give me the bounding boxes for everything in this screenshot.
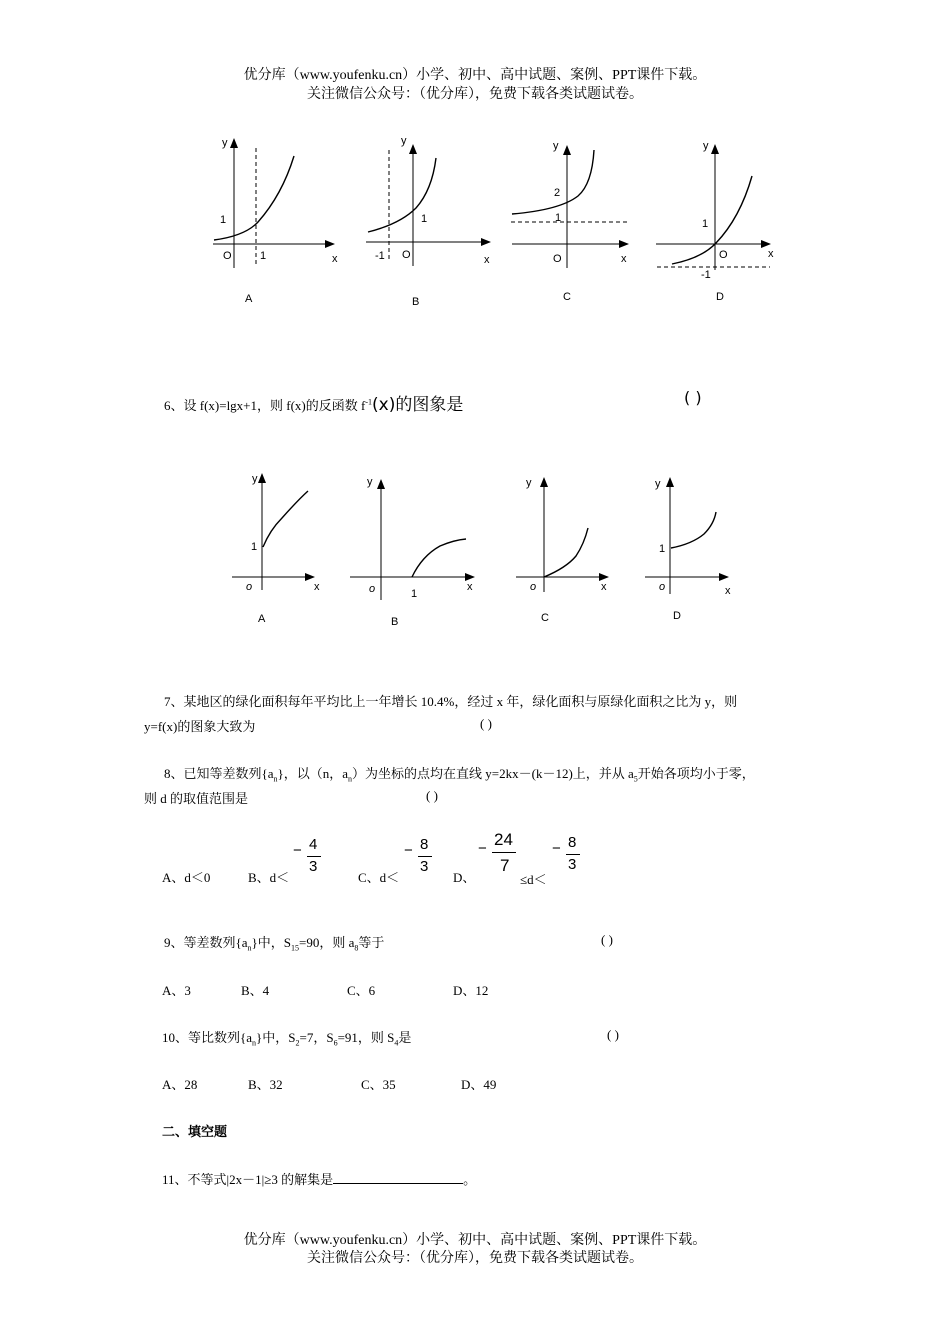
svg-text:2: 2 [554, 187, 561, 199]
graph-c-label: C [563, 291, 571, 303]
footer-line-2: 关注微信公众号：（优分库），免费下载各类试题试卷。 [307, 1251, 643, 1266]
question-8-option-d: D、 [453, 870, 476, 885]
graph2-d [645, 478, 731, 622]
question-8-option-d-middle: ≤d＜ [520, 872, 547, 887]
svg-text:y: y [703, 140, 709, 152]
question-9-option-b: B、4 [241, 983, 270, 998]
question-9-option-a: A、3 [162, 983, 191, 998]
svg-text:1: 1 [659, 543, 666, 555]
graph2-b-label: B [391, 616, 399, 628]
svg-text:x: x [621, 253, 627, 265]
svg-text:y: y [252, 473, 258, 485]
svg-text:-1: -1 [701, 269, 711, 281]
graphs-set-1 [0, 0, 950, 320]
svg-text:1: 1 [702, 218, 709, 230]
question-8-line-1: 8、已知等差数列$\{a_n\}$，以（n，$a_n$）为坐标的点均在直线 y=2kx－(k－12)上，并从 $a_5$开始各项均小于零， [164, 766, 755, 784]
svg-text:x: x [332, 253, 338, 265]
svg-text:y: y [553, 140, 559, 152]
question-7-line-2: y=f(x)的图象大致为 [144, 719, 256, 734]
svg-text:o: o [246, 581, 253, 593]
question-10-option-b: B、32 [248, 1077, 283, 1092]
question-8-line-2: 则 d 的取值范围是 [144, 791, 249, 806]
question-9: 9、等差数列$\{a_n\}$中，$S_{15}=90$，则 $a_8$等于 [164, 935, 385, 953]
svg-text:1: 1 [411, 588, 418, 600]
svg-text:x: x [484, 254, 490, 266]
svg-text:1: 1 [220, 214, 227, 226]
svg-text:y: y [526, 477, 532, 489]
svg-text:x: x [768, 248, 774, 260]
graph2-c [516, 477, 608, 624]
svg-text:-1: -1 [375, 250, 385, 262]
graph-a-exp [213, 137, 338, 305]
svg-text:x: x [314, 581, 320, 593]
question-6: 6、设 f(x)=lgx+1，则 f(x)的反函数 $f^{-1}(x)$的图象是 [164, 395, 464, 415]
svg-text:x: x [725, 585, 731, 597]
fraction-d-1: − 24 7 [478, 830, 518, 878]
question-10-option-c: C、35 [361, 1077, 396, 1092]
question-9-option-d: D、12 [453, 983, 489, 998]
answer-blank[interactable] [333, 1171, 463, 1184]
fraction-c: − 8 3 [404, 838, 436, 878]
question-10-option-d: D、49 [461, 1077, 497, 1092]
graphs-set-2 [0, 460, 950, 660]
graph2-a [232, 473, 320, 625]
graph2-c-label: C [541, 612, 549, 624]
question-7-line-1: 7、某地区的绿化面积每年平均比上一年增长 10.4%，经过 x 年，绿化面积与原绿化面积之比为 y，则 [164, 694, 738, 709]
graph2-a-label: A [258, 613, 266, 625]
footer-line-1: 优分库（www.youfenku.cn）小学、初中、高中试题、案例、PPT课件下载。 [243, 1233, 707, 1248]
graph-d-exp [656, 140, 774, 303]
svg-text:x: x [601, 581, 607, 593]
graph-a-label: A [245, 293, 253, 305]
fraction-d-2: − 8 3 [552, 834, 584, 876]
svg-text:o: o [659, 581, 666, 593]
svg-text:x: x [467, 581, 473, 593]
question-6-answer-paren: ( ) [684, 388, 702, 407]
graph-b-label: B [412, 296, 420, 308]
svg-text:O: O [719, 249, 728, 261]
question-10-answer-paren: ( ) [607, 1027, 619, 1042]
question-8-answer-paren: ( ) [426, 788, 438, 803]
svg-text:O: O [223, 250, 232, 262]
graph2-d-label: D [673, 610, 681, 622]
question-7-answer-paren: ( ) [480, 716, 492, 731]
svg-text:O: O [402, 249, 411, 261]
svg-text:y: y [655, 478, 661, 490]
graph-d-label: D [716, 291, 724, 303]
question-11: 11、不等式|2x－1|≥3 的解集是 。 [162, 1172, 477, 1187]
graph-b-exp [366, 135, 490, 308]
header-line-2: 关注微信公众号：（优分库），免费下载各类试题试卷。 [307, 87, 643, 102]
question-10: 10、等比数列$\{a_n\}$中，$S_2=7$，$S_6=91$，则 $S_4$是 [162, 1030, 412, 1048]
svg-text:1: 1 [260, 250, 267, 262]
question-8-option-a: A、d＜0 [162, 870, 211, 885]
svg-text:O: O [553, 253, 562, 265]
question-9-option-c: C、6 [347, 983, 376, 998]
section-2-heading: 二、填空题 [162, 1124, 228, 1139]
header-line-1: 优分库（www.youfenku.cn）小学、初中、高中试题、案例、PPT课件下载。 [243, 68, 707, 83]
graph2-b [350, 476, 474, 628]
svg-text:y: y [367, 476, 373, 488]
svg-text:y: y [222, 137, 228, 149]
graph-c-exp [511, 140, 628, 303]
question-8-option-c: C、d＜ [358, 870, 400, 885]
question-9-answer-paren: ( ) [601, 932, 613, 947]
svg-text:y: y [401, 135, 407, 147]
question-8-option-b: B、d＜ [248, 870, 290, 885]
svg-text:o: o [369, 583, 376, 595]
svg-text:1: 1 [421, 213, 428, 225]
fraction-b: − 4 3 [293, 838, 325, 878]
question-10-option-a: A、28 [162, 1077, 198, 1092]
svg-text:o: o [530, 581, 537, 593]
svg-text:1: 1 [555, 212, 562, 224]
svg-text:1: 1 [251, 541, 258, 553]
